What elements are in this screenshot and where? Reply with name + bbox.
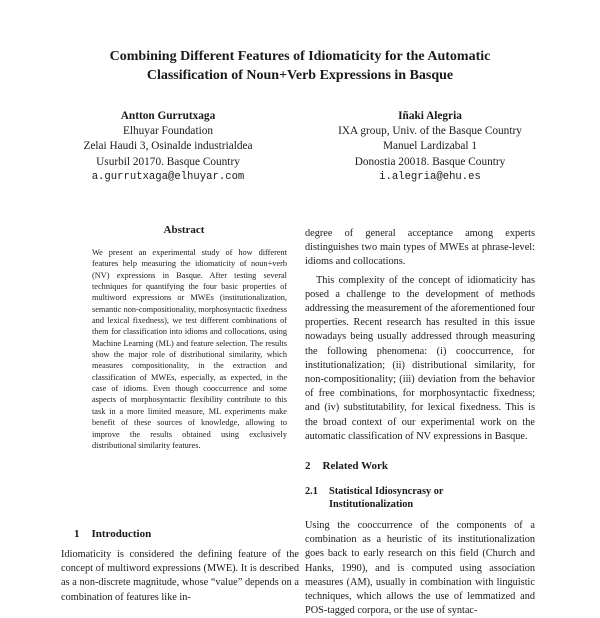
- abstract-heading: Abstract: [163, 224, 205, 236]
- subsection-number: 2.1: [305, 486, 318, 498]
- right-column: [305, 227, 535, 618]
- author-block-2: [310, 109, 550, 185]
- section-title: Introduction: [91, 528, 152, 540]
- author-email: a.gurrutxaga@elhuyar.com: [91, 170, 245, 183]
- introduction-text: Idiomaticity is considered the defining feature of the concept of multiword expressions (MWE). It is described as a non-discrete magnitude, whose “value” depends on a combination of features like in-: [61, 549, 299, 603]
- section-heading-related-work: [305, 459, 535, 473]
- section-number: 2: [305, 460, 311, 473]
- author-affiliation: IXA group, Univ. of the Basque Country: [338, 125, 522, 138]
- section-heading-introduction: [74, 527, 151, 541]
- body-paragraph-3: Using the cooccurrence of the components of a combination as a heuristic of its institutionalization goes back to early research on this field (Church and Hanks, 1990), and is computed using association measures (AM), usually in combination with linguistic techniques, which allows the use of lemmatized and POS-tagged corpora, or the use of syntac-: [305, 520, 535, 617]
- abstract-text: We present an experimental study of how different features help measuring the idiomaticity of noun+verb (NV) expressions in Basque. After testing several techniques for quantifying the four basic properties of multiword expressions or MWEs (institutionalization, semantic non-compositionality, morphosyntactic fixedness and lexical fixedness), we test different combinations of them for classification into idioms and collocations, using Machine Learning (ML) and feature selection. The results show the major role of distributional similarity, which measures compositionality, in the extraction and classification of MWEs, especially, as expected, in the case of idioms. Even though cooccurrence and some aspects of morphosyntactic flexibility contribute to this task in a more limited measure, ML experiments make benefit of these sources of knowledge, allowing to improve the results obtained using exclusively distributional similarity features.: [92, 248, 287, 450]
- section-number: 1: [74, 528, 80, 540]
- section-title: Related Work: [322, 460, 388, 473]
- author-address-line-2: Donostia 20018. Basque Country: [354, 155, 506, 168]
- left-column: [78, 223, 290, 451]
- author-block-1: [48, 109, 288, 185]
- paper-title-line-2: Classification of Noun+Verb Expressions in Basque: [146, 68, 454, 83]
- author-address-line-1: Zelai Haudi 3, Osinalde industrialdea: [83, 140, 253, 153]
- author-name: Iñaki Alegria: [398, 110, 462, 122]
- author-name: Antton Gurrutxaga: [120, 110, 216, 122]
- paper-title: [60, 47, 540, 85]
- subsection-title-line-2: Institutionalization: [329, 499, 414, 511]
- author-address-line-2: Usurbil 20170. Basque Country: [96, 155, 240, 168]
- author-email: i.alegria@ehu.es: [379, 170, 481, 183]
- subsection-heading-2-1: [305, 485, 535, 511]
- body-paragraph-1: degree of general acceptance among experts distinguishes two main types of MWEs at phrase-level: idioms and collocations.: [305, 228, 535, 268]
- author-address-line-1: Manuel Lardizabal 1: [382, 140, 478, 153]
- body-paragraph-2: This complexity of the concept of idiomaticity has posed a challenge to the development of methods addressing the measurement of the aforementioned four properties. Recent research has resulted in this issue nowadays being usually addressed through measuring the following phenomena: (i) cooccurrence, for institutionalization; (ii) distributional similarity, for non-compositionality; (iii) deviation from the behavior of free combinations, for morphosyntactic fixedness; and (iv) substitutability, for lexical fixedness. This is the broad context of our experimental work on the automatic classification of NV expressions in Basque.: [305, 274, 535, 442]
- author-affiliation: Elhuyar Foundation: [122, 125, 214, 138]
- subsection-title: [329, 485, 443, 511]
- subsection-title-line-1: Statistical Idiosyncrasy or: [329, 486, 444, 498]
- paper-title-line-1: Combining Different Features of Idiomaticity for the Automatic: [109, 49, 491, 64]
